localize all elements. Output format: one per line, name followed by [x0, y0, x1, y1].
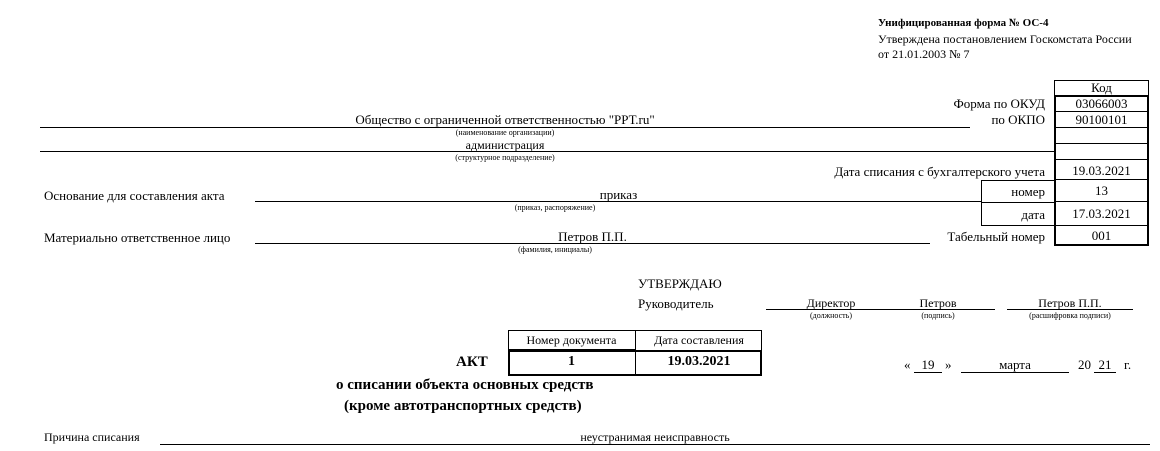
organization-name: Общество с ограниченной ответственностью "РРТ.ru" — [355, 112, 655, 127]
tab-number-label: Табельный номер — [947, 229, 1045, 244]
head-name-line — [1007, 309, 1133, 310]
writeoff-date-value: 19.03.2021 — [1054, 160, 1149, 180]
department-name: администрация — [465, 138, 545, 152]
approval-day: 19 — [921, 357, 935, 372]
reason-value: неустранимая неисправность — [580, 430, 730, 444]
basis-caption: (приказ, распоряжение) — [514, 203, 596, 212]
basis-label: Основание для составления акта — [44, 188, 225, 203]
date-label: дата — [1021, 207, 1045, 222]
okpo-value: 90100101 — [1054, 112, 1149, 128]
act-title-line-1: о списании объекта основных средств — [336, 377, 594, 393]
codes-header: Код — [1054, 80, 1149, 96]
department-line — [40, 151, 1054, 152]
position-caption: (должность) — [810, 311, 852, 320]
signature-value: Петров — [919, 296, 957, 310]
position-line — [766, 309, 896, 310]
number-date-divider — [981, 202, 1055, 203]
responsible-line — [255, 243, 930, 244]
tab-number-value: 001 — [1091, 228, 1112, 243]
writeoff-date-label: Дата списания с бухгалтерского учета — [834, 164, 1045, 179]
blank-code-2 — [1054, 144, 1149, 160]
basis-value: приказ — [599, 187, 638, 202]
responsible-label: Материально ответственное лицо — [44, 230, 231, 245]
approved-line-2: от 21.01.2003 № 7 — [878, 47, 970, 61]
doc-number-value: 1 — [568, 354, 575, 369]
signature-line — [881, 309, 995, 310]
okpo-label: по ОКПО — [991, 112, 1045, 127]
okud-label: Форма по ОКУД — [953, 96, 1045, 111]
year-prefix: 20 — [1078, 357, 1091, 372]
act-title-line-2: (кроме автотранспортных средств) — [344, 398, 582, 414]
approval-month: марта — [999, 357, 1031, 372]
basis-line — [255, 201, 982, 202]
approved-line-1: Утверждена постановлением Госкомстата России — [878, 32, 1132, 46]
year-unit: г. — [1124, 357, 1132, 372]
okud-value: 03066003 — [1054, 96, 1149, 112]
reason-line — [160, 444, 1150, 445]
number-label: номер — [1011, 184, 1045, 199]
signature-caption: (подпись) — [921, 311, 955, 320]
number-value: 13 — [1054, 180, 1149, 202]
approval-day-line — [914, 372, 942, 373]
year-suffix: 21 — [1098, 357, 1112, 372]
position-value: Директор — [806, 296, 856, 310]
department-caption: (структурное подразделение) — [455, 153, 555, 162]
responsible-value: Петров П.П. — [558, 229, 627, 244]
approval-month-line — [961, 372, 1069, 373]
doc-number-header: Номер документа — [526, 333, 617, 347]
head-label: Руководитель — [638, 296, 714, 311]
head-name-value: Петров П.П. — [1038, 296, 1102, 310]
doc-date-header: Дата составления — [654, 333, 744, 347]
date-value: 17.03.2021 — [1054, 202, 1149, 226]
responsible-caption: (фамилия, инициалы) — [518, 245, 592, 254]
form-name: Унифицированная форма № ОС-4 — [878, 17, 1049, 29]
blank-code-1 — [1054, 128, 1149, 144]
quote-close: » — [945, 357, 952, 372]
act-label: АКТ — [456, 354, 488, 370]
quote-open: « — [904, 357, 911, 372]
doc-date-value: 19.03.2021 — [667, 354, 731, 369]
head-name-caption: (расшифровка подписи) — [1029, 311, 1111, 320]
organization-caption: (наименование организации) — [455, 128, 555, 137]
reason-label: Причина списания — [44, 430, 140, 444]
year-suffix-line — [1094, 372, 1116, 373]
approval-title: УТВЕРЖДАЮ — [638, 276, 722, 291]
